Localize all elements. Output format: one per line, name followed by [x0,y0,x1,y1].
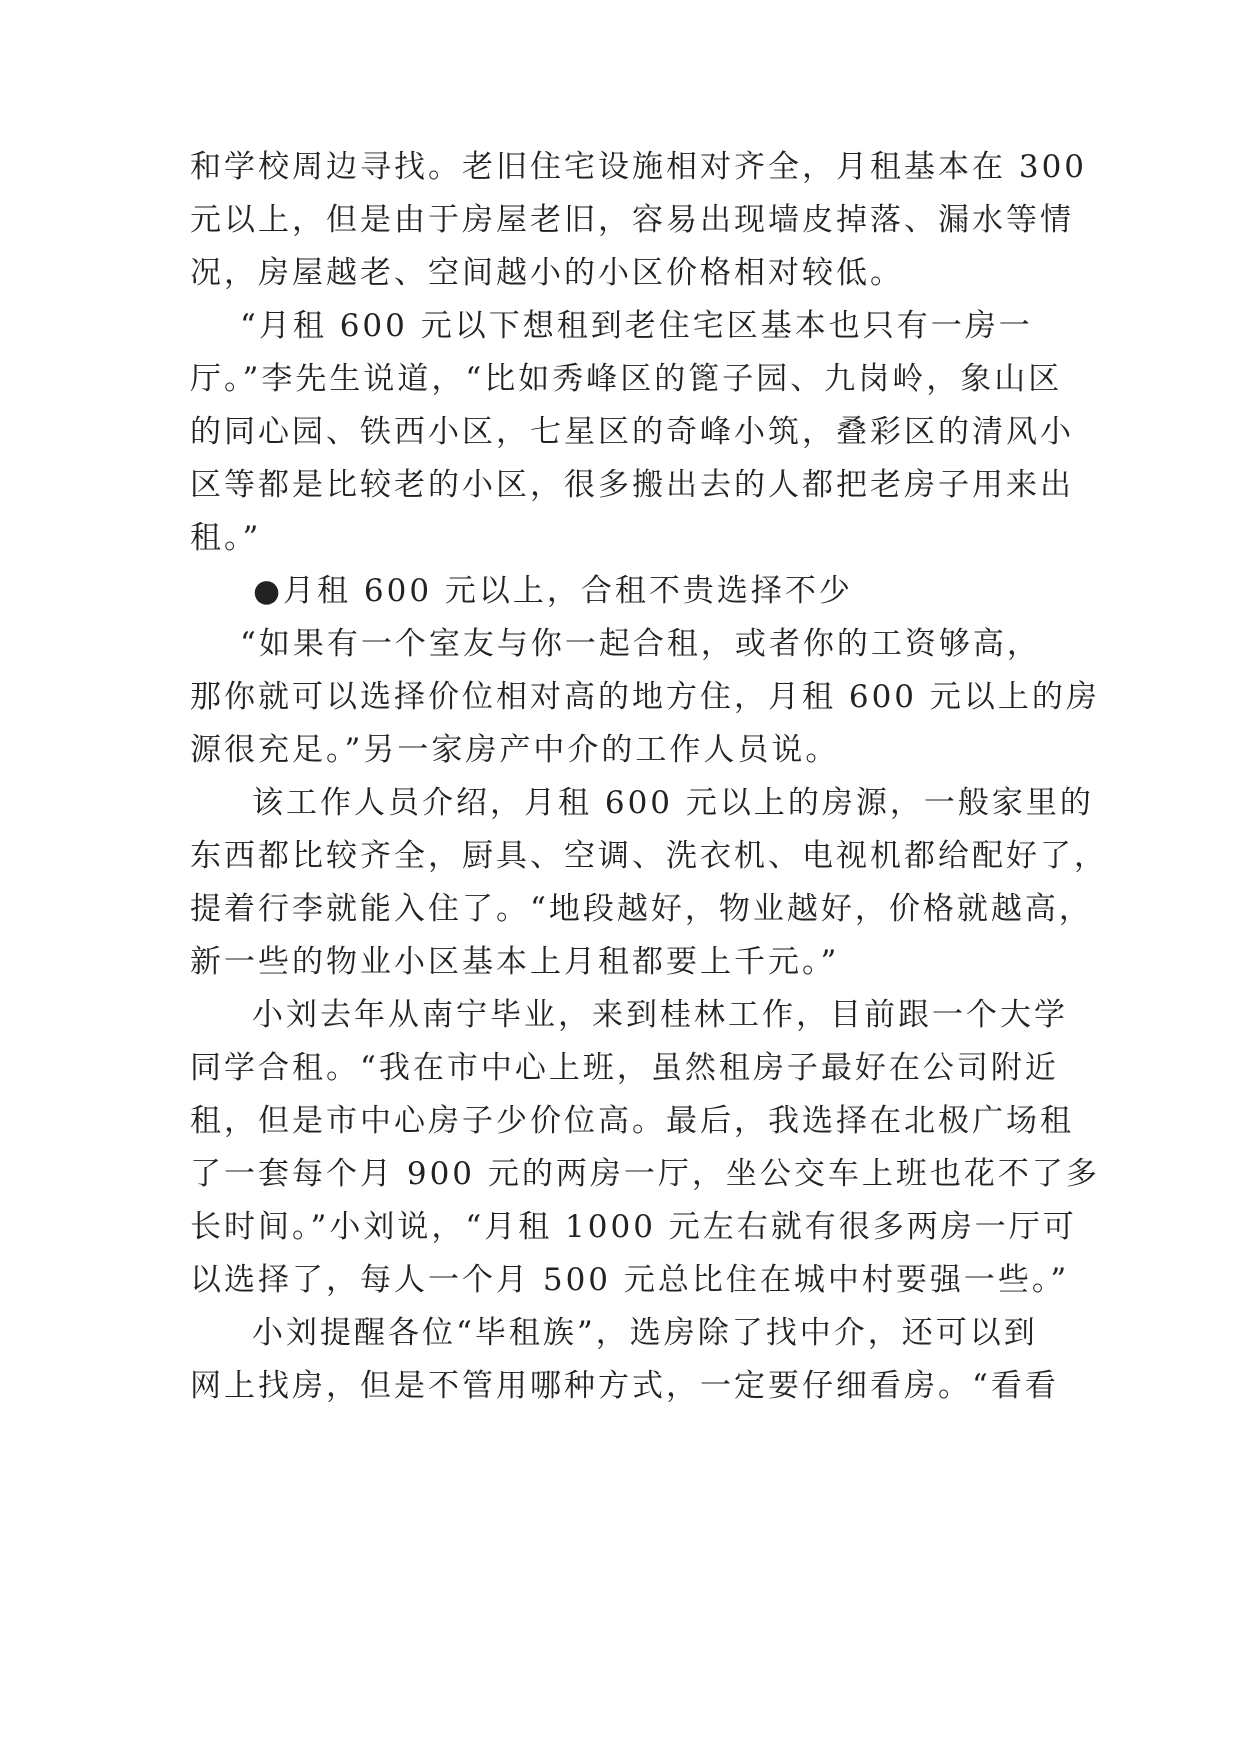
text-line: 租，但是市中心房子少价位高。最后，我选择在北极广场租 [190,1103,1074,1139]
text-line: 元以上，但是由于房屋老旧，容易出现墙皮掉落、漏水等情 [190,202,1074,238]
text-line: “月租 600 元以下想租到老住宅区基本也只有一房一 [240,308,1033,344]
text-line: 同学合租。“我在市中心上班，虽然租房子最好在公司附近 [190,1050,1059,1086]
text-line: 以选择了，每人一个月 500 元总比住在城中村要强一些。” [190,1262,1070,1298]
text-line: 小刘提醒各位“毕租族”，选房除了找中介，还可以到 [252,1315,1038,1351]
text-line: 源很充足。”另一家房产中介的工作人员说。 [190,732,840,768]
text-line: 提着行李就能入住了。“地段越好，物业越好，价格就越高， [190,891,1093,927]
text-line: 新一些的物业小区基本上月租都要上千元。” [190,944,840,980]
text-line: 了一套每个月 900 元的两房一厅，坐公交车上班也花不了多 [190,1156,1100,1192]
text-line: 租。” [190,520,262,556]
text-line: 的同心园、铁西小区，七星区的奇峰小筑，叠彩区的清风小 [190,414,1074,450]
text-line: “如果有一个室友与你一起合租，或者你的工资够高， [240,626,1041,662]
text-line: 小刘去年从南宁毕业，来到桂林工作，目前跟一个大学 [252,997,1068,1033]
text-line: 厅。”李先生说道，“比如秀峰区的篦子园、九岗岭，象山区 [190,361,1063,397]
text-line: 东西都比较齐全，厨具、空调、洗衣机、电视机都给配好了， [190,838,1108,874]
text-line: 那你就可以选择价位相对高的地方住，月租 600 元以上的房 [190,679,1100,715]
section-heading: ●月租 600 元以上，合租不贵选择不少 [253,573,853,609]
text-line: 该工作人员介绍，月租 600 元以上的房源，一般家里的 [252,785,1094,821]
text-line: 网上找房，但是不管用哪种方式，一定要仔细看房。“看看 [190,1368,1059,1404]
text-line: 区等都是比较老的小区，很多搬出去的人都把老房子用来出 [190,467,1074,503]
text-line: 长时间。”小刘说，“月租 1000 元左右就有很多两房一厅可 [190,1209,1077,1245]
text-line: 况，房屋越老、空间越小的小区价格相对较低。 [190,255,904,291]
text-line: 和学校周边寻找。老旧住宅设施相对齐全，月租基本在 300 [190,149,1088,185]
